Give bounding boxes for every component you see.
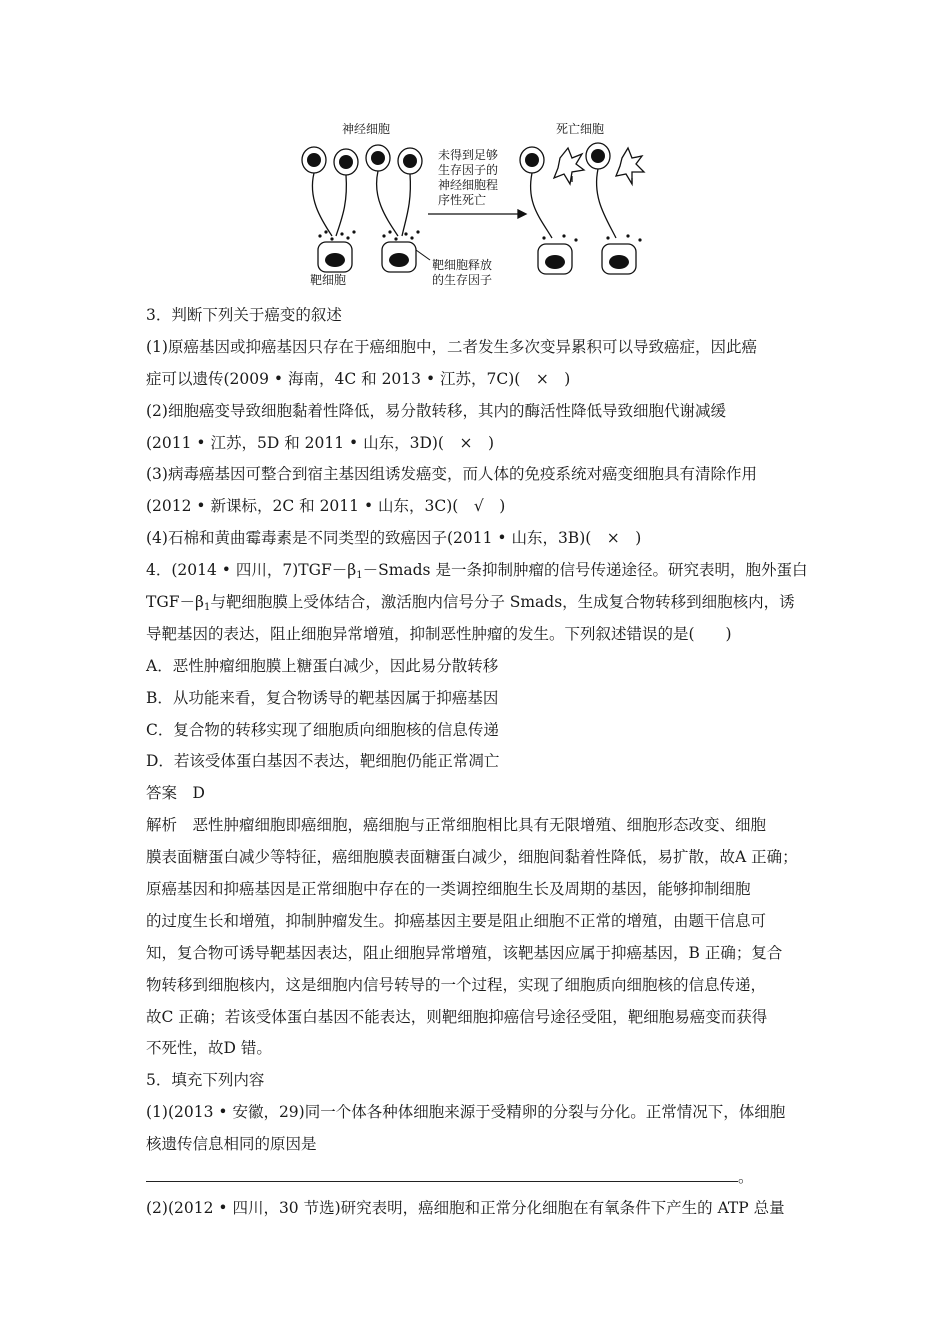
q4-explanation-line: 解析 恶性肿瘤细胞即癌细胞，癌细胞与正常细胞相比具有无限增殖、细胞形态改变、细胞 [146,816,767,835]
arrow-label-line-3: 神经细胞程 [438,178,499,192]
q5-item-1-line-2: 核遗传信息相同的原因是 [146,1135,317,1154]
arrow-label [438,148,498,208]
dead-cell-label: 死亡细胞 [556,122,605,136]
q3-item-1-line-2: 症可以遗传(2009 • 海南，4C 和 2013 • 江苏，7C)( × ) [146,369,571,388]
q4-option-c: C．复合物的转移实现了细胞质向细胞核的信息传递 [146,720,499,739]
q4-stem-line-3: 导靶基因的表达，阻止细胞异常增殖，抑制恶性肿瘤的发生。下列叙述错误的是( ) [146,624,732,643]
document-body [146,300,812,1225]
q3-item-4: (4)石棉和黄曲霉毒素是不同类型的致癌因子(2011 • 山东，3B)( × ) [146,529,642,548]
release-label [432,258,492,288]
beta-subscript: 1 [356,570,363,582]
q4-stem-line-1 [146,555,812,587]
q5-title: 5．填充下列内容 [146,1071,265,1090]
q4-option-a: A．恶性肿瘤细胞膜上糖蛋白减少，因此易分散转移 [146,656,499,675]
q4-explanation-line: 不死性，故D 错。 [146,1039,272,1058]
q5-item-2-line-1: (2)(2012 • 四川，30 节选)研究表明，癌细胞和正常分化细胞在有氧条件下产生的 ATP 总量 [146,1198,785,1217]
q4-explanation-line: 知，复合物可诱导靶基因表达，阻止细胞异常增殖，该靶基因应属于抑癌基因，B 正确；复合 [146,943,783,962]
target-cell-label: 靶细胞 [310,273,347,287]
q4-stem-line-2 [146,587,812,619]
q4-answer: 答案 D [146,784,205,803]
arrow-label-line-4: 序性死亡 [438,193,487,207]
arrow-label-line-2: 生存因子的 [438,163,499,177]
arrow-label-line-1: 未得到足够 [438,148,499,162]
q3-item-3-line-1: (3)病毒癌基因可整合到宿主基因组诱发癌变，而人体的免疫系统对癌变细胞具有清除作用 [146,465,757,484]
q5-item-1-line-1: (1)(2013 • 安徽，29)同一个体各种体细胞来源于受精卵的分裂与分化。正常情况下，体细胞 [146,1103,786,1122]
q4-stem-1b: －Smads 是一条抑制肿瘤的信号传递途径。研究表明，胞外蛋白 [362,561,808,580]
q4-explanation-line: 原癌基因和抑癌基因是正常细胞中存在的一类调控细胞生长及周期的基因，能够抑制细胞 [146,880,751,899]
q4-explanation-line: 膜表面糖蛋白减少等特征，癌细胞膜表面糖蛋白减少，细胞间黏着性降低，易扩散，故A 正确； [146,848,798,867]
q4-stem-2b: 与靶细胞膜上受体结合，激活胞内信号分子 Smads，生成复合物转移到细胞核内，诱 [210,593,795,612]
q4-stem-1a: 4．(2014 • 四川，7)TGF－β [146,561,357,580]
release-label-line-1: 靶细胞释放 [432,258,493,272]
neuron-label: 神经细胞 [342,122,391,136]
fill-in-blank[interactable] [146,1161,738,1182]
q3-item-2-line-1: (2)细胞癌变导致细胞黏着性降低，易分散转移，其内的酶活性降低导致细胞代谢减缓 [146,401,726,420]
release-label-line-2: 的生存因子 [432,273,493,287]
q4-stem-2a: TGF－β [146,593,204,612]
cell-apoptosis-figure [290,118,690,293]
q4-explanation-line: 故C 正确；若该受体蛋白基因不能表达，则靶细胞抑癌信号途径受阻，靶细胞易癌变而获得 [146,1007,768,1026]
q3-title: 3．判断下列关于癌变的叙述 [146,306,342,324]
q3-item-1-line-1: (1)原癌基因或抑癌基因只存在于癌细胞中，二者发生多次变异累积可以导致癌症，因此癌 [146,337,757,356]
q4-option-b: B．从功能来看，复合物诱导的靶基因属于抑癌基因 [146,688,499,707]
q3-item-3-line-2: (2012 • 新课标，2C 和 2011 • 山东，3C)( √ ) [146,497,506,516]
q5-answer-blank [146,1161,812,1193]
q4-explanation-line: 的过度生长和增殖，抑制肿瘤发生。抑癌基因主要是阻止细胞不正常的增殖，由题干信息可 [146,911,767,930]
q3-item-2-line-2: (2011 • 江苏，5D 和 2011 • 山东，3D)( × ) [146,433,494,452]
blank-end-mark: 。 [738,1168,754,1187]
beta-subscript: 1 [203,602,211,614]
q4-explanation-line: 物转移到细胞核内，这是细胞内信号转导的一个过程，实现了细胞质向细胞核的信息传递， [146,975,767,994]
q4-option-d: D．若该受体蛋白基因不表达，靶细胞仍能正常凋亡 [146,752,500,771]
